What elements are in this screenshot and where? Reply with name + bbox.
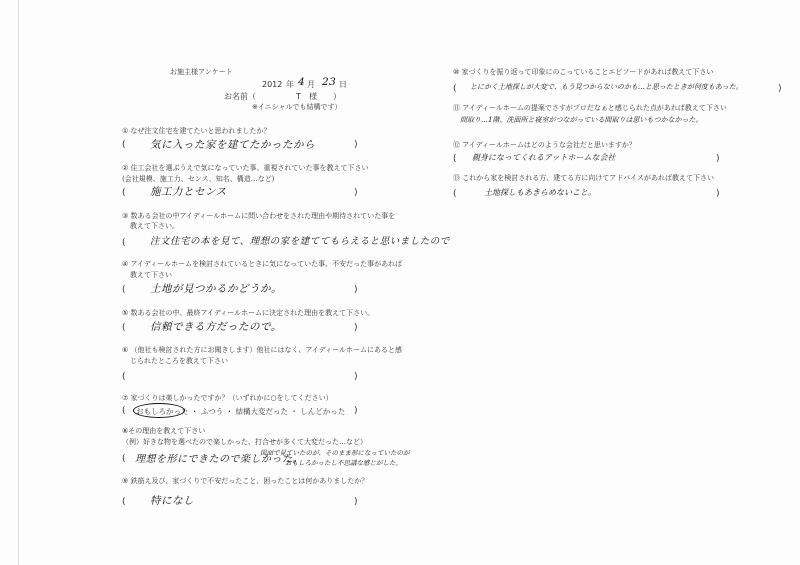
q6-close-paren: ) bbox=[354, 372, 358, 382]
q5-answer: 信頼できる方だったので。 bbox=[150, 321, 282, 333]
q8-question: ⑧その理由を教えて下さい bbox=[122, 427, 206, 435]
q3-question-cont: 教えて下さい。 bbox=[130, 222, 179, 230]
q13-close-paren: ) bbox=[716, 189, 720, 199]
q6-question: ⑥ （他社も検討された方にお聞きします）他社にはなく、アイディールホームにあると感 bbox=[122, 346, 403, 354]
q10-answer: とにかく土地探しが大変で、もう見つからないのかも…と思ったときが何度もあった。 bbox=[470, 83, 743, 91]
date-year: 2012 bbox=[262, 80, 283, 89]
q1-answer: 気に入った家を建てたかったから bbox=[150, 139, 315, 151]
q11-question: ⑪ アイディールホームの提案でさすがプロだなぁと感じられた点があれば教えて下さい bbox=[453, 104, 727, 112]
q4-open-paren: ( bbox=[122, 285, 126, 295]
q12-close-paren: ) bbox=[716, 154, 720, 164]
q9-close-paren: ) bbox=[354, 497, 358, 507]
q5-open-paren: ( bbox=[122, 323, 126, 333]
q4-question: ④ アイディールホームを検討されているときに気になっていた事、不安だった事があれば bbox=[122, 260, 403, 268]
q10-open-paren: ( bbox=[453, 84, 457, 94]
name-honorific: 様 bbox=[309, 92, 317, 101]
q4-close-paren: ) bbox=[354, 285, 358, 295]
q9-question: ⑨ 鉄筋え及び、家づくりで不安だったこと、困ったことは何かありましたか？ bbox=[122, 477, 369, 485]
q2-open-paren: ( bbox=[122, 188, 126, 198]
q10-close-paren: ) bbox=[778, 84, 782, 94]
q7-open-paren: ( bbox=[122, 406, 126, 416]
survey-title: お施主様アンケート bbox=[170, 68, 233, 76]
q7-close-paren: ) bbox=[354, 406, 358, 416]
q13-answer: 土地探しもあきらめないこと。 bbox=[484, 188, 596, 197]
q8-open-paren: ( bbox=[122, 454, 126, 464]
name-value: T bbox=[296, 92, 301, 101]
q2-close-paren: ) bbox=[354, 188, 358, 198]
q6-question-cont: じられたところを教えて下さい bbox=[130, 357, 228, 365]
q8-example: （例）好きな物を選べたので楽しかった、打合せが多くて大変だった…など） bbox=[122, 438, 367, 446]
date-year-unit: 年 bbox=[286, 80, 294, 89]
q3-answer: 注文住宅の本を見て、理想の家を建ててもらえると思いましたので bbox=[150, 236, 450, 247]
q13-question: ⑬ これから家を検討される方、建てる方に向けてアドバイスがあれば教えて下さい bbox=[453, 174, 715, 182]
date-day-unit: 日 bbox=[339, 80, 347, 89]
q1-question: ① なぜ注文住宅を建てたいと思われましたか？ bbox=[122, 127, 271, 135]
q1-close-paren: ) bbox=[354, 140, 358, 150]
q5-question: ⑤ 数ある会社の中、最終アイディールホームに決定された理由を教えて下さい。 bbox=[122, 309, 375, 317]
q6-open-paren: ( bbox=[122, 372, 126, 382]
date-day: 23 bbox=[322, 76, 337, 88]
q7-question: ⑦ 家づくりは楽しかったですか？（いずれかに○をしてください） bbox=[122, 394, 333, 402]
q12-question: ⑫ アイディールホームはどのような会社だと思いますか？ bbox=[453, 141, 636, 149]
q8-answer-extra-2: おもしろかったし不思議な感じがした。 bbox=[285, 459, 402, 467]
scan-edge bbox=[18, 0, 19, 565]
q2-examples: (会社規模、施工力、センス、知名、構造…など) bbox=[122, 175, 275, 183]
q2-question: ② 住工会社を選ぶうえで気になっていた事、重視されていた事を教えて下さい bbox=[122, 164, 369, 172]
q1-open-paren: ( bbox=[122, 140, 126, 150]
q8-answer-extra-1: 図面で見ていたのが、そのまま形になっていたのが bbox=[260, 449, 410, 457]
date-month: 4 bbox=[298, 76, 306, 88]
name-close: ） bbox=[333, 92, 341, 101]
q12-answer: 親身になってくれるアットホームな会社 bbox=[472, 153, 616, 162]
q8-answer: 理想を形にできたので楽しかった。 bbox=[135, 454, 303, 465]
q2-answer: 施工力とセンス bbox=[150, 186, 227, 198]
q4-answer: 土地が見つかるかどうか。 bbox=[150, 283, 282, 295]
q13-open-paren: ( bbox=[453, 189, 457, 199]
q10-question: ⑩ 家づくりを振り返って印象にのこっていることエピソードがあれば教えて下さい bbox=[453, 68, 714, 76]
date-month-unit: 月 bbox=[307, 80, 315, 89]
name-note: ※イニシャルでも結構です） bbox=[252, 103, 342, 111]
q7-options: おもしろかった ・ ふつう ・ 結構大変だった ・ しんどかった bbox=[136, 407, 346, 416]
q3-open-paren: ( bbox=[122, 238, 126, 248]
q9-answer: 特になし bbox=[150, 495, 194, 507]
q3-question: ③ 数ある会社の中アイディールホームに問い合わせをされた理由や期待されていた事を bbox=[122, 212, 396, 220]
name-label: お名前（ bbox=[224, 92, 256, 101]
q5-close-paren: ) bbox=[354, 323, 358, 333]
q9-open-paren: ( bbox=[122, 497, 126, 507]
q4-question-cont: 教えて下さい bbox=[130, 271, 172, 279]
q11-answer: 間取り…1階、洗面所と寝室がつながっている間取りは思いもつかなかった。 bbox=[460, 116, 703, 124]
q12-open-paren: ( bbox=[453, 154, 457, 164]
